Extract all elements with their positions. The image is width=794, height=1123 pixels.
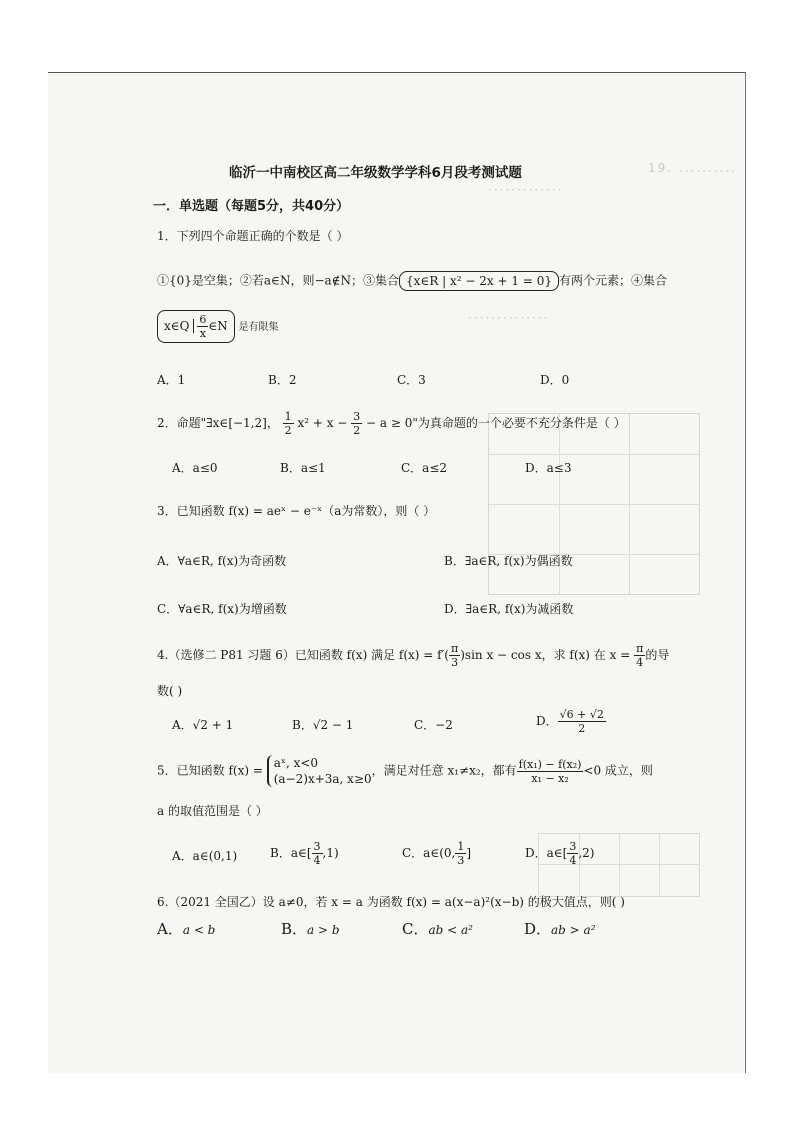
- q4-optd-den: 2: [578, 722, 586, 735]
- q6-option-a-letter: A．: [157, 920, 183, 938]
- q6-option-a-expr: a < b: [182, 923, 216, 937]
- q5-case-1: aˣ, x<0: [273, 756, 319, 770]
- q2-fraction-2: [351, 410, 362, 437]
- section-heading: 一．单选题（每题5分，共40分）: [153, 199, 350, 214]
- q5-stem: [157, 755, 653, 787]
- q5-optc-num: 1: [457, 840, 465, 853]
- q5-optd-den: 4: [569, 854, 577, 867]
- q1-part2: 有两个元素；④集合: [558, 273, 667, 288]
- q1-part3: 是有限集: [238, 322, 279, 333]
- q5-case-2: (a−2)x+3a, x≥0: [273, 772, 372, 786]
- scanned-page: [48, 72, 746, 1073]
- q5-frac-den: x₁ − x₂: [531, 771, 569, 785]
- q6-option-c-letter: C．: [402, 920, 429, 938]
- q4-option-d-label: D．: [536, 714, 558, 728]
- q1-set3: {x∈R | x² − 2x + 1 = 0}: [399, 271, 559, 291]
- q3-option-c[interactable]: C．∀a∈R, f(x)为增函数: [157, 602, 287, 616]
- q1-set4-bar: [193, 313, 228, 340]
- q6-option-c-expr: ab < a²: [428, 923, 473, 937]
- q1-stem: 1．下列四个命题正确的个数是（ ）: [157, 229, 349, 243]
- q4-stem-c: 的导: [645, 648, 670, 662]
- q2-option-a[interactable]: A．a≤0: [172, 461, 218, 475]
- q2-stem-b: − a ≥ 0"为真命题的一个必要不充分条件是（ ）: [366, 416, 626, 430]
- q5-option-a[interactable]: A．a∈(0,1): [172, 849, 238, 863]
- q6-option-c[interactable]: [402, 918, 473, 939]
- q2-option-c[interactable]: C．a≤2: [401, 461, 448, 475]
- q5-stem-b: ，满足对任意 x₁≠x₂，都有: [371, 763, 517, 778]
- q2-option-b[interactable]: B．a≤1: [280, 461, 326, 475]
- bleed-through-text: ··············: [468, 311, 550, 325]
- q5-optd-fraction: [567, 840, 578, 867]
- q2-fraction-1: [283, 410, 294, 437]
- q5-optb-den: 4: [313, 854, 321, 867]
- q5-optc-den: 3: [457, 854, 465, 867]
- q1-set4-fraction: [197, 313, 208, 340]
- q5-optc-fraction: [455, 840, 466, 867]
- q5-piecewise: [267, 755, 372, 787]
- q5-option-b[interactable]: [270, 840, 339, 867]
- q3-stem: 3．已知函数 f(x) = aeˣ − e⁻ˣ（a为常数），则（ ）: [157, 504, 436, 518]
- q5-optc-a: C．a∈(0,: [402, 846, 456, 860]
- q4-stem-b: )sin x − cos x，求 f(x) 在 x =: [460, 648, 631, 662]
- q5-optc-b: ]: [466, 846, 472, 860]
- q1-option-c[interactable]: C．3: [397, 373, 426, 387]
- q5-optd-a: D．a∈[: [525, 846, 568, 860]
- q5-fraction: [517, 758, 584, 785]
- q6-option-d[interactable]: [524, 918, 596, 939]
- bleed-through-text: ·············: [488, 183, 564, 197]
- q1-option-a[interactable]: A．1: [157, 373, 186, 387]
- q3-option-d[interactable]: D．∃a∈R, f(x)为减函数: [444, 602, 574, 616]
- q5-optb-b: ,1): [322, 846, 339, 860]
- q1-set4-left: x∈Q: [164, 319, 190, 333]
- q2-frac2-den: 2: [353, 424, 361, 437]
- q1-set4-numerator: 6: [199, 313, 207, 326]
- q4-stem: [157, 642, 669, 669]
- q6-option-a[interactable]: [157, 918, 215, 939]
- q4-option-d-fraction: [558, 708, 606, 735]
- q5-optb-a: B．a∈[: [270, 846, 312, 860]
- q4-frac1-den: 3: [451, 656, 459, 669]
- q4-fraction-1: [449, 642, 460, 669]
- page-title: 临沂一中南校区高二年级数学学科6月段考测试题: [229, 165, 522, 181]
- q6-stem: 6.（2021 全国乙）设 a≠0，若 x = a 为函数 f(x) = a(x−a)²(x−b) 的极大值点，则( ): [157, 895, 625, 909]
- q4-option-d[interactable]: [536, 708, 606, 735]
- q5-optd-b: ,2): [578, 846, 595, 860]
- q2-option-d[interactable]: D．a≤3: [525, 461, 572, 475]
- q1-option-b[interactable]: B．2: [268, 373, 297, 387]
- q2-frac2-num: 3: [353, 410, 361, 423]
- q3-option-a[interactable]: A．∀a∈R, f(x)为奇函数: [157, 554, 287, 568]
- q1-set4-right: ∈N: [208, 319, 228, 333]
- q5-stem-c: <0 成立，则: [583, 763, 653, 778]
- q4-option-a[interactable]: A．√2 + 1: [172, 718, 234, 732]
- q1-body-line2: [157, 310, 279, 343]
- q4-stem-a: 4.（选修二 P81 习题 6）已知函数 f(x) 满足 f(x) = f′(: [157, 648, 449, 662]
- q1-body: [157, 271, 667, 291]
- q2-stem-mid: x² + x −: [297, 416, 348, 430]
- q6-option-b[interactable]: [281, 918, 340, 939]
- q5-stem-line2: a 的取值范围是（ ）: [157, 804, 268, 818]
- q5-optb-num: 3: [313, 840, 321, 853]
- q4-frac1-num: π: [451, 642, 459, 655]
- q2-stem: [157, 410, 626, 437]
- bleed-through-text: 19. ..........: [648, 161, 738, 175]
- q1-set4-denominator: x: [199, 327, 206, 340]
- q1-set4: [157, 310, 235, 343]
- q5-frac-num: f(x₁) − f(x₂): [518, 757, 582, 771]
- q5-option-c[interactable]: [402, 840, 471, 867]
- q4-frac2-den: 4: [636, 656, 644, 669]
- q5-optb-fraction: [312, 840, 323, 867]
- q3-option-b[interactable]: B．∃a∈R, f(x)为偶函数: [444, 554, 573, 568]
- q2-frac1-den: 2: [284, 424, 292, 437]
- q6-option-d-expr: ab > a²: [551, 923, 596, 937]
- q6-option-b-letter: B．: [281, 920, 308, 938]
- q2-frac1-num: 1: [284, 410, 292, 423]
- q5-option-d[interactable]: [525, 840, 594, 867]
- q5-stem-a: 5．已知函数 f(x) =: [157, 763, 263, 778]
- q4-frac2-num: π: [636, 642, 644, 655]
- q1-part1: ①{0}是空集；②若a∈N，则−a∉N；③集合: [157, 273, 400, 288]
- q1-option-d[interactable]: D．0: [540, 373, 570, 387]
- q4-stem-line2: 数( ): [157, 684, 183, 698]
- q4-option-b[interactable]: B．√2 − 1: [292, 718, 354, 732]
- q6-option-d-letter: D．: [524, 920, 552, 938]
- q4-fraction-2: [634, 642, 645, 669]
- q4-option-c[interactable]: C．−2: [414, 718, 453, 732]
- q4-optd-num: √6 + √2: [559, 708, 604, 721]
- q5-optd-num: 3: [569, 840, 577, 853]
- q6-option-b-expr: a > b: [307, 923, 340, 937]
- q2-stem-a: 2．命题"∃x∈[−1,2]，: [157, 416, 279, 430]
